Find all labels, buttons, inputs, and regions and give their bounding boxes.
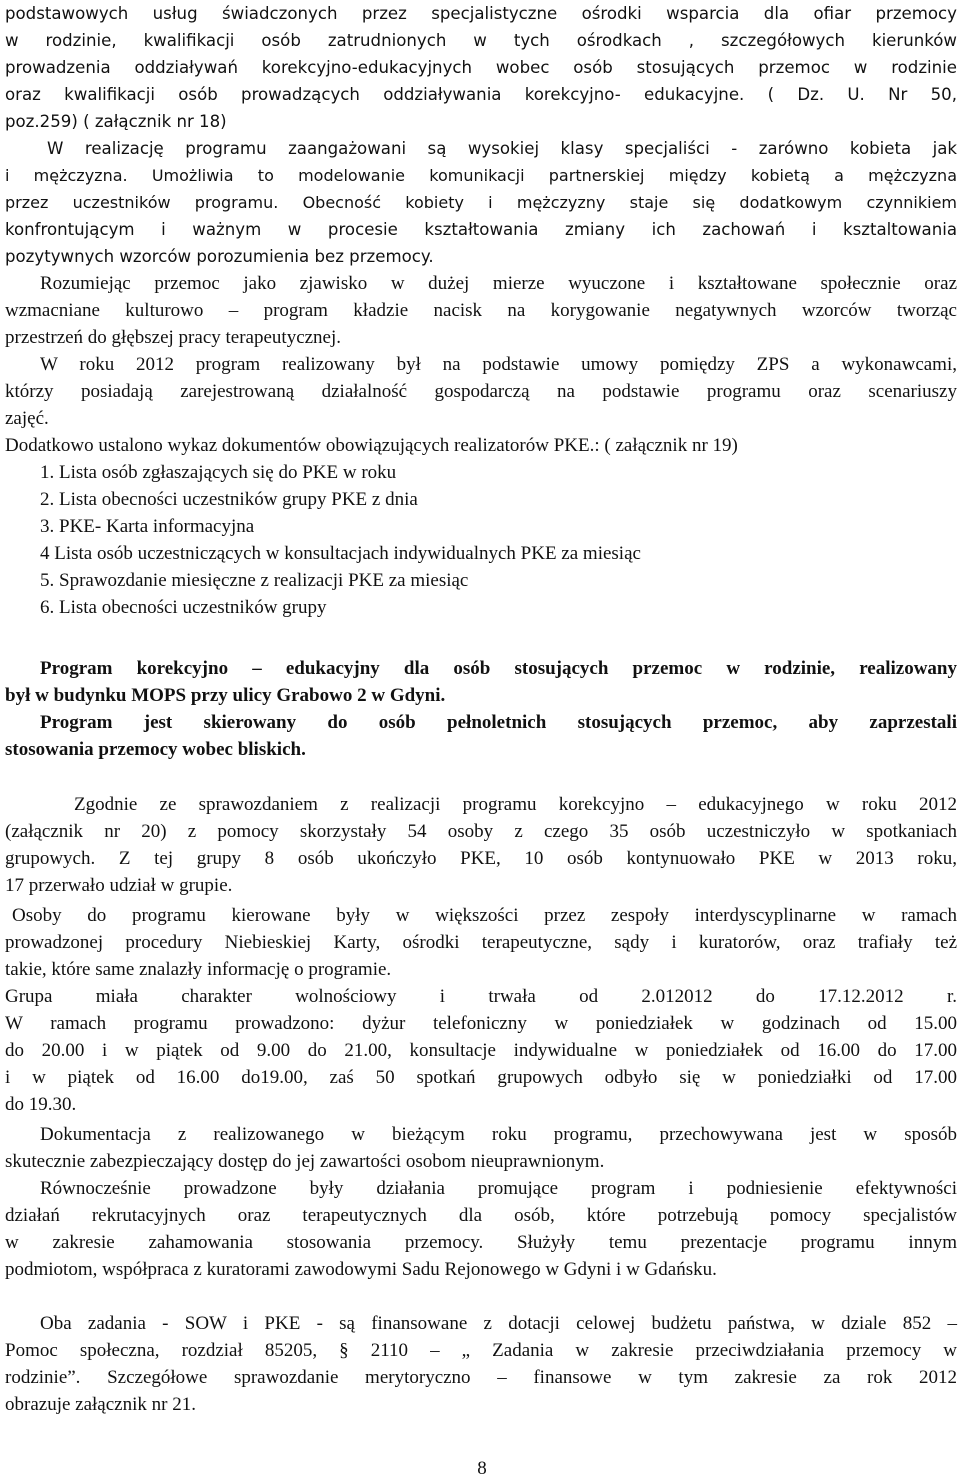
text-line: Równocześnie prowadzone były działania promujące program i podniesienie efektywności [40,1178,957,1199]
text-line: działań rekrutacyjnych oraz terapeutycznych dla osób, które potrzebują pomocy specjalistów [5,1205,957,1226]
text-line: grupowych. Z tej grupy 8 osób ukończyło PKE, 10 osób kontynuowało PKE w 2013 roku, [5,848,957,869]
text-line: takie, które same znalazły informację o programie. [5,959,392,980]
bold-heading-line: Program jest skierowany do osób pełnoletnich stosujących przemoc, aby zaprzestali [40,712,957,733]
text-line: Oba zadania - SOW i PKE - są finansowane z dotacji celowej budżetu państwa, w dziale 852 – [40,1313,957,1334]
text-line: (załącznik nr 20) z pomocy skorzystały 54 osoby z czego 35 osób uczestniczyło w spotkaniach [5,821,957,842]
bold-heading-line: Program korekcyjno – edukacyjny dla osób stosujących przemoc w rodzinie, realizowany [40,658,957,679]
text-line: i w piątek od 16.00 do19.00, zaś 50 spotkań grupowych odbyło się w poniedziałki od 17.00 [5,1067,957,1088]
text-line: poz.259) ( załącznik nr 18) [5,112,227,131]
text-line: w rodzinie, kwalifikacji osób zatrudnionych w tych ośrodkach , szczegółowych kierunków [5,31,957,50]
text-line: wzmacniane kulturowo – program kładzie nacisk na korygowanie negatywnych wzorców tworząc [5,300,957,321]
text-line: którzy posiadają zarejestrowaną działalność gospodarczą na podstawie programu oraz scenariuszy [5,381,957,402]
text-line: W realizację programu zaangażowani są wysokiej klasy specjaliści - zarówno kobieta jak [47,139,957,158]
list-item: 5. Sprawozdanie miesięczne z realizacji PKE za miesiąc [40,570,469,591]
text-line: do 19.30. [5,1094,77,1115]
text-line: rodzinie”. Szczegółowe sprawozdanie merytoryczno – finansowe w tym zakresie za rok 2012 [5,1367,957,1388]
text-line: obrazuje załącznik nr 21. [5,1394,196,1415]
text-line: W roku 2012 program realizowany był na podstawie umowy pomiędzy ZPS a wykonawcami, [40,354,957,375]
bold-heading-line: stosowania przemocy wobec bliskich. [5,739,306,760]
bold-heading-line: był w budynku MOPS przy ulicy Grabowo 2 w Gdyni. [5,685,446,706]
text-line: przestrzeń do głębszej pracy terapeutycznej. [5,327,342,348]
text-line: prowadzenia oddziaływań korekcyjno-edukacyjnych wobec osób stosujących przemoc w rodzinie [5,58,957,77]
list-item: 1. Lista osób zgłaszających się do PKE w roku [40,462,397,483]
text-line: przez uczestników programu. Obecność kobiety i mężczyzny staje się dodatkowym czynnikiem [5,193,957,212]
text-line: Zgodnie ze sprawozdaniem z realizacji programu korekcyjno – edukacyjnego w roku 2012 [74,794,957,815]
text-line: konfrontującym i ważnym w procesie kształtowania zmiany ich zachowań i ksztaltowania [5,220,957,239]
text-line: w zakresie zahamowania stosowania przemocy. Służyły temu prezentacje programu innym [5,1232,957,1253]
text-line: oraz kwalifikacji osób prowadzących oddziaływania korekcyjno- edukacyjne. ( Dz. U. Nr 50, [5,85,957,104]
text-line: pozytywnych wzorców porozumienia bez przemocy. [5,247,434,266]
list-item: 2. Lista obecności uczestników grupy PKE z dnia [40,489,418,510]
text-line: prowadzonej procedury Niebieskiej Karty, ośrodki terapeutyczne, sądy i kuratorów, oraz trafiały też [5,932,957,953]
text-line: Pomoc społeczna, rozdział 85205, § 2110 – „ Zadania w zakresie przeciwdziałania przemocy w [5,1340,957,1361]
page-number: 8 [477,1458,487,1479]
text-line: Osoby do programu kierowane były w większości przez zespoły interdyscyplinarne w ramach [12,905,957,926]
list-item: 4 Lista osób uczestniczących w konsultacjach indywidualnych PKE za miesiąc [40,543,641,564]
text-line: i mężczyzna. Umożliwia to modelowanie komunikacji partnerskiej między kobietą a mężczyzna [5,166,957,185]
text-line: Dokumentacja z realizowanego w bieżącym roku programu, przechowywana jest w sposób [40,1124,957,1145]
text-line: skutecznie zabezpieczający dostęp do jej zawartości osobom nieuprawnionym. [5,1151,605,1172]
text-line: Dodatkowo ustalono wykaz dokumentów obowiązujących realizatorów PKE.: ( załącznik nr 19) [5,435,738,456]
text-line: Rozumiejąc przemoc jako zjawisko w dużej mierze wyuczone i kształtowane społecznie oraz [40,273,957,294]
text-line: 17 przerwało udział w grupie. [5,875,233,896]
text-line: podstawowych usług świadczonych przez specjalistyczne ośrodki wsparcia dla ofiar przemocy [5,4,957,23]
list-item: 3. PKE- Karta informacyjna [40,516,255,537]
text-line: zajęć. [5,408,49,429]
list-item: 6. Lista obecności uczestników grupy [40,597,327,618]
text-line: podmiotom, współpraca z kuratorami zawodowymi Sadu Rejonowego w Gdyni i w Gdańsku. [5,1259,717,1280]
text-line: do 20.00 i w piątek od 9.00 do 21.00, konsultacje indywidualne w poniedziałek od 16.00 do 17.00 [5,1040,957,1061]
text-line: Grupa miała charakter wolnościowy i trwała od 2.012012 do 17.12.2012 r. [5,986,957,1007]
text-line: W ramach programu prowadzono: dyżur telefoniczny w poniedziałek w godzinach od 15.00 [5,1013,957,1034]
